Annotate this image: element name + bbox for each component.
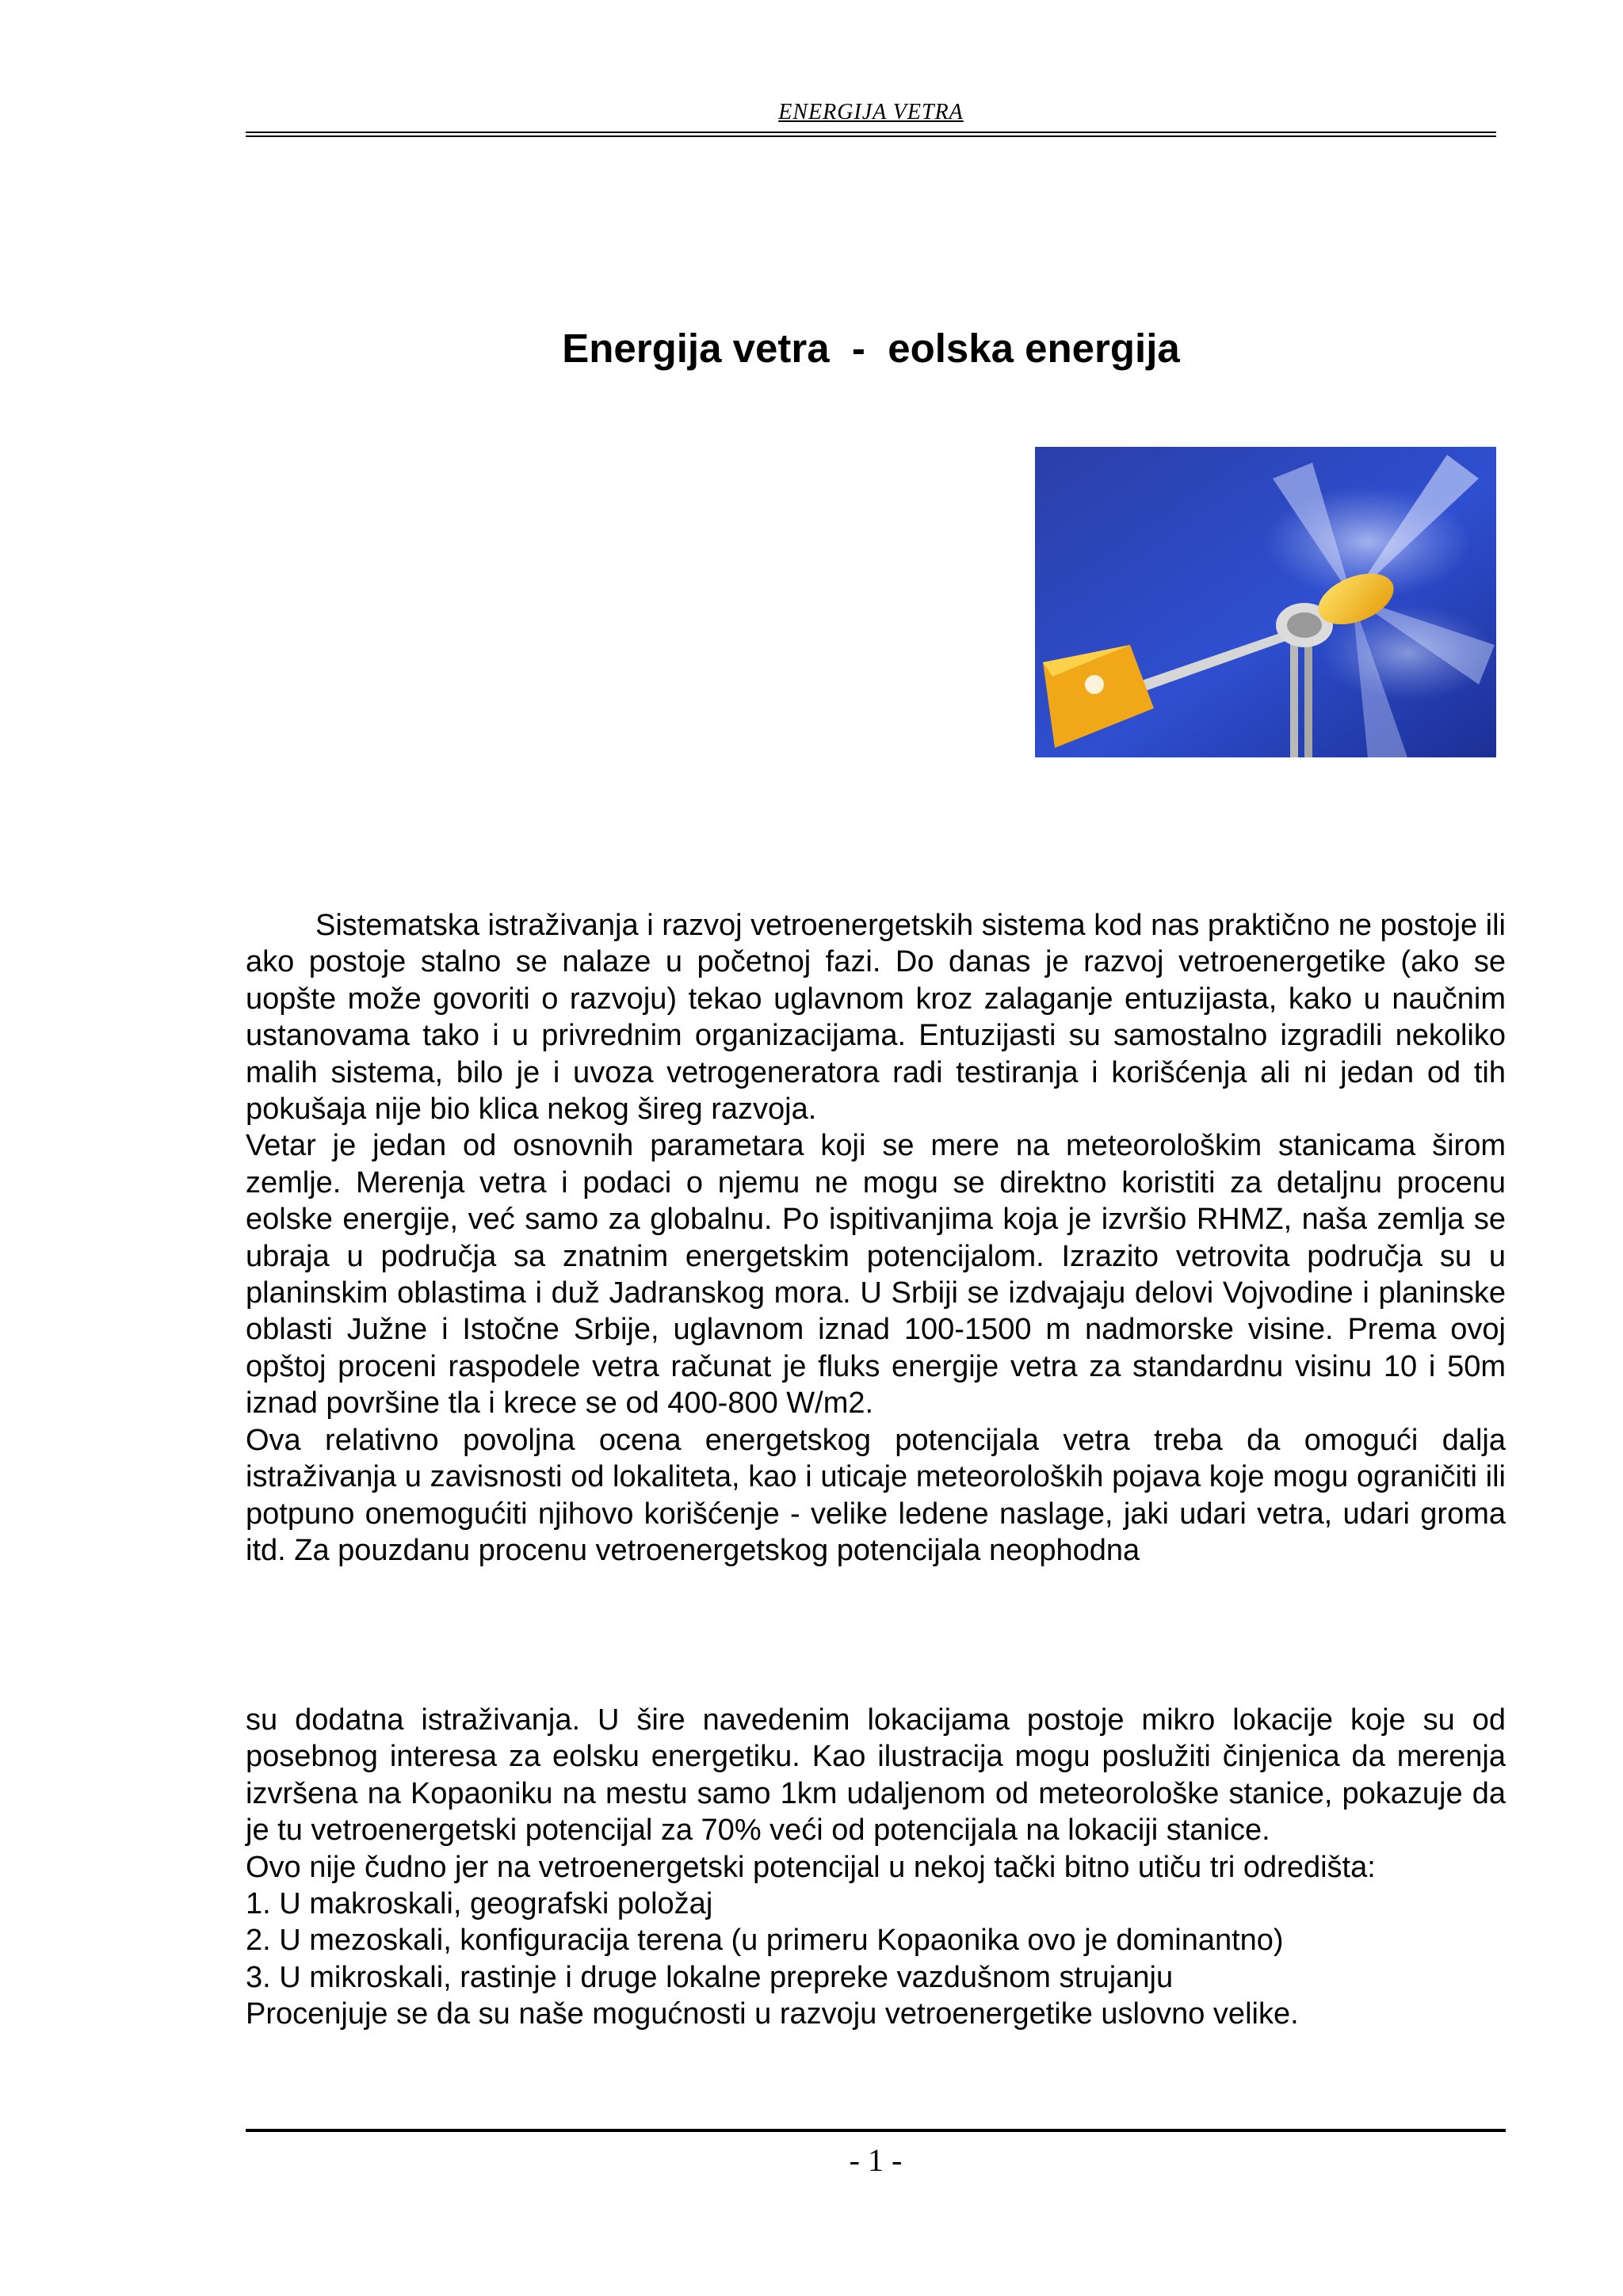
list-item: 3. U mikroskali, rastinje i druge lokalne prepreke vazdušnom strujanju: [246, 1960, 1174, 1994]
list-item: 1. U makroskali, geografski položaj: [246, 1887, 713, 1921]
paragraph-4: su dodatna istraživanja. U šire navedenim lokacijama postoje mikro lokacije koje su od posebnog interesa za eolsku energetiku. Kao ilustracija mogu poslužiti činjenica da merenja izvršena na Kopaoniku na mestu samo 1km udaljenom od meteorološke stanice, pokazuje da je tu vetroenergetski potencijal za 70% veći od potencijala na lokaciji stanice.: [246, 1703, 1506, 1848]
list-item: 2. U mezoskali, konfiguracija terena (u primeru Kopaonika ovo je dominantno): [246, 1924, 1284, 1958]
body-text-block-1: [246, 907, 1506, 1569]
paragraph-2: Vetar je jedan od osnovnih parametara koji se mere na meteorološkim stanicama širom zemlje. Merenja vetra i podaci o njemu ne mogu se direktno koristiti za detaljnu procenu eolske energije, već samo za globalnu. Po ispitivanjima koja je izvršio RHMZ, naša zemlja se ubraja u područja sa znatnim energetskim potencijalom. Izrazito vetrovita područja su u planinskim oblastima i duž Jadranskog mora. U Srbiji se izdvajaju delovi Vojvodine i planinske oblasti Južne i Istočne Srbije, uglavnom iznad 100-1500 m nadmorske visine. Prema ovoj opštoj proceni raspodele vetra računat je fluks energije vetra za standardnu visinu 10 i 50m iznad površine tla i krece se od 400-800 W/m2.: [246, 1129, 1506, 1421]
wind-turbine-photo: [1035, 447, 1496, 757]
body-text-block-2: [246, 1702, 1506, 2033]
page-number: - 1 -: [849, 2142, 903, 2178]
paragraph-3: Ova relativno povoljna ocena energetskog potencijala vetra treba da omogući dalja istraživanja u zavisnosti od lokaliteta, kao i uticaje meteoroloških pojava koje mogu ograničiti ili potpuno onemogućiti njihovo korišćenje - velike ledene naslage, jaki udari vetra, udari groma itd. Za pouzdanu procenu vetroenergetskog potencijala neophodna: [246, 1423, 1506, 1567]
running-header: ENERGIJA VETRA: [778, 100, 964, 124]
footer-rule: [246, 2129, 1506, 2132]
paragraph-1: Sistematska istraživanja i razvoj vetroenergetskih sistema kod nas praktično ne postoje ili ako postoje stalno se nalaze u početnoj fazi. Do danas je razvoj vetroenergetike (ako se uopšte može govoriti o razvoju) tekao uglavnom kroz zalaganje entuzijasta, kako u naučnim ustanovama tako i u privrednim organizacijama. Entuzijasti su samostalno izgradili nekoliko malih sistema, bilo je i uvoza vetrogeneratora radi testiranja i korišćenja ali ni jedan od tih pokušaja nije bio klica nekog šireg razvoja.: [246, 909, 1506, 1127]
paragraph-5: Ovo nije čudno jer na vetroenergetski potencijal u nekoj tački bitno utiču tri odredišta:: [246, 1850, 1376, 1884]
page-title: Energija vetra - eolska energija: [562, 326, 1180, 371]
closing-paragraph: Procenjuje se da su naše mogućnosti u razvoju vetroenergetike uslovno velike.: [246, 1997, 1299, 2031]
header-rule: [246, 132, 1496, 137]
